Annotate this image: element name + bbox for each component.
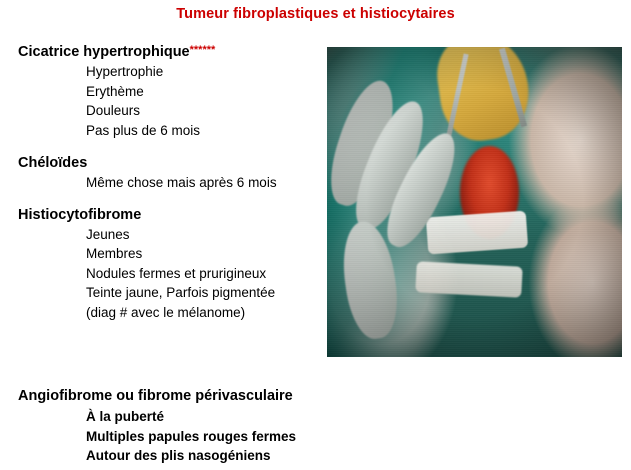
list-item: Autour des plis nasogéniens <box>86 448 271 463</box>
section-heading-histiocytofibrome: Histiocytofibrome <box>18 206 142 223</box>
footer-section <box>18 388 378 466</box>
list-item: À la puberté <box>86 409 165 424</box>
list-item: Jeunes <box>86 226 130 242</box>
emphasis-marker: ****** <box>189 44 216 56</box>
list-item: Erythème <box>86 83 144 99</box>
list-item: Hypertrophie <box>86 64 164 79</box>
list-item: Multiples papules rouges fermes <box>86 428 297 444</box>
photo-vignette <box>327 47 622 357</box>
list-item: Membres <box>86 246 143 261</box>
content-column <box>18 44 328 322</box>
section-heading-angiofibrome: Angiofibrome ou fibrome périvasculaire <box>18 388 293 404</box>
clinical-photo <box>327 47 622 357</box>
list-item: (diag # avec le mélanome) <box>86 304 246 320</box>
list-item: Même chose mais après 6 mois <box>86 175 277 190</box>
list-item: Pas plus de 6 mois <box>86 122 201 138</box>
spacer <box>18 140 328 155</box>
section-heading-cicatrice <box>18 44 328 60</box>
section-heading-cheloides: Chéloïdes <box>18 155 88 171</box>
list-cheloides <box>18 173 328 193</box>
list-angiofibrome <box>18 407 378 466</box>
list-item: Nodules fermes et prurigineux <box>86 265 267 281</box>
list-cicatrice <box>18 62 328 140</box>
list-item: Teinte jaune, Parfois pigmentée <box>86 285 276 300</box>
spacer <box>18 193 328 207</box>
page-title: Tumeur fibroplastiques et histiocytaires <box>176 6 455 22</box>
list-item: Douleurs <box>86 103 141 118</box>
list-histiocytofibrome <box>18 225 328 323</box>
section-heading-text: Cicatrice hypertrophique <box>18 44 190 60</box>
